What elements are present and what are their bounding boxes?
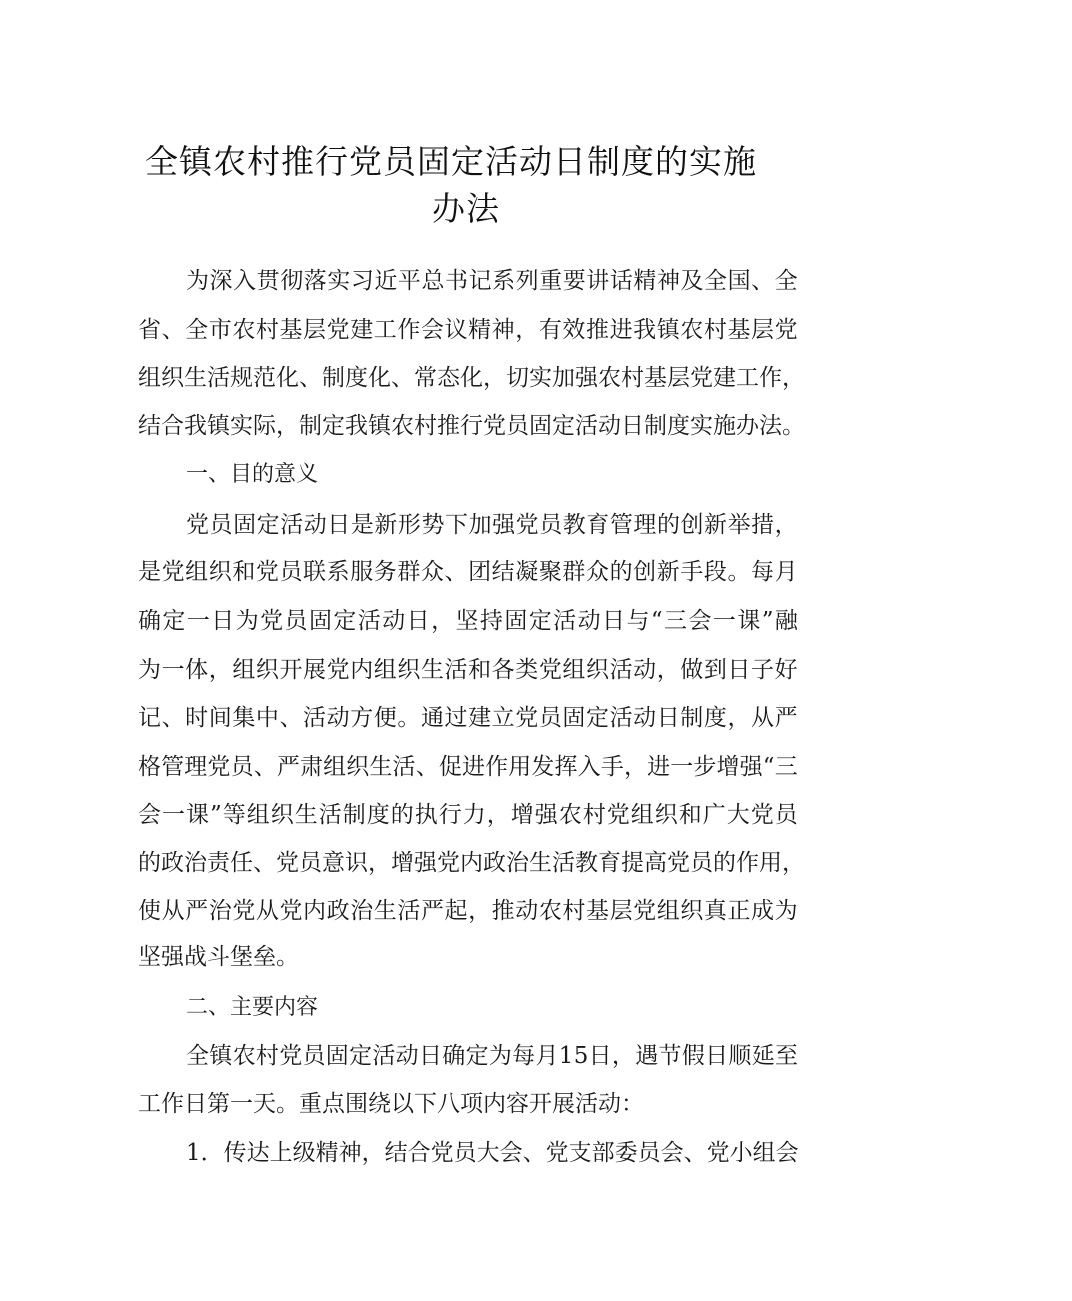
paragraph-line: 记 、 时 间 集 中 、 活 动 方 便 。 通 过 建 立 党 员 固 定 活 动 日 制 度 ， 从 严 xyxy=(138,705,798,731)
section-heading: 二、主要内容 xyxy=(186,995,319,1020)
section-heading: 一、目的意义 xyxy=(186,462,319,487)
paragraph-line: 坚强战斗堡垒。 xyxy=(138,944,299,970)
paragraph-line: 省 、 全 市 农 村 基 层 党 建 工 作 会 议 精 神 ， 有 效 推 进 我 镇 农 村 基 层 党 xyxy=(138,317,798,343)
paragraph-line: 格 管 理 党 员 、 严 肃 组 织 生 活 、 促 进 作 用 发 挥 入 手 ， 进 一 步 增 强 “ 三 xyxy=(138,754,798,780)
paragraph-line: 1 ． 传 达 上 级 精 神 ， 结 合 党 员 大 会 、 党 支 部 委 员 会 、 党 小 组 会 xyxy=(186,1140,799,1166)
paragraph-line: 会 一 课 ” 等 组 织 生 活 制 度 的 执 行 力 ， 增 强 农 村 党 组 织 和 广 大 党 员 xyxy=(138,802,798,828)
paragraph-line: 的 政 治 责 任 、 党 员 意 识 ， 增 强 党 内 政 治 生 活 教 育 提 高 党 员 的 作 用 ， xyxy=(138,850,805,876)
document-title-line-2: 办法 xyxy=(432,189,500,228)
paragraph-line: 组 织 生 活 规 范 化 、 制 度 化 、 常 态 化 ， 切 实 加 强 农 村 基 层 党 建 工 作 ， xyxy=(138,365,805,391)
paragraph-line: 全 镇 农 村 党 员 固 定 活 动 日 确 定 为 每 月 1 5 日 ， 遇 节 假 日 顺 延 至 xyxy=(186,1043,798,1069)
document-title-line-1: 全镇农村推行党员固定活动日制度的实施 xyxy=(145,142,757,181)
paragraph-line: 使 从 严 治 党 从 党 内 政 治 生 活 严 起 ， 推 动 农 村 基 层 党 组 织 真 正 成 为 xyxy=(138,898,798,924)
paragraph-line: 为 深 入 贯 彻 落 实 习 近 平 总 书 记 系 列 重 要 讲 话 精 神 及 全 国 、 全 xyxy=(186,268,798,294)
paragraph-line: 工作日第一天。重点围绕以下八项内容开展活动： xyxy=(138,1091,644,1117)
paragraph-line: 结 合 我 镇 实 际 ， 制 定 我 镇 农 村 推 行 党 员 固 定 活 动 日 制 度 实 施 办 法 。 xyxy=(138,413,805,439)
paragraph-line: 为 一 体 ， 组 织 开 展 党 内 组 织 生 活 和 各 类 党 组 织 活 动 ， 做 到 日 子 好 xyxy=(138,657,798,683)
paragraph-line: 党 员 固 定 活 动 日 是 新 形 势 下 加 强 党 员 教 育 管 理 的 创 新 举 措 ， xyxy=(186,512,798,538)
paragraph-line: 是 党 组 织 和 党 员 联 系 服 务 群 众 、 团 结 凝 聚 群 众 的 创 新 手 段 。 每 月 xyxy=(138,559,798,585)
paragraph-line: 确 定 一 日 为 党 员 固 定 活 动 日 ， 坚 持 固 定 活 动 日 与 “ 三 会 一 课 ” 融 xyxy=(138,608,798,634)
